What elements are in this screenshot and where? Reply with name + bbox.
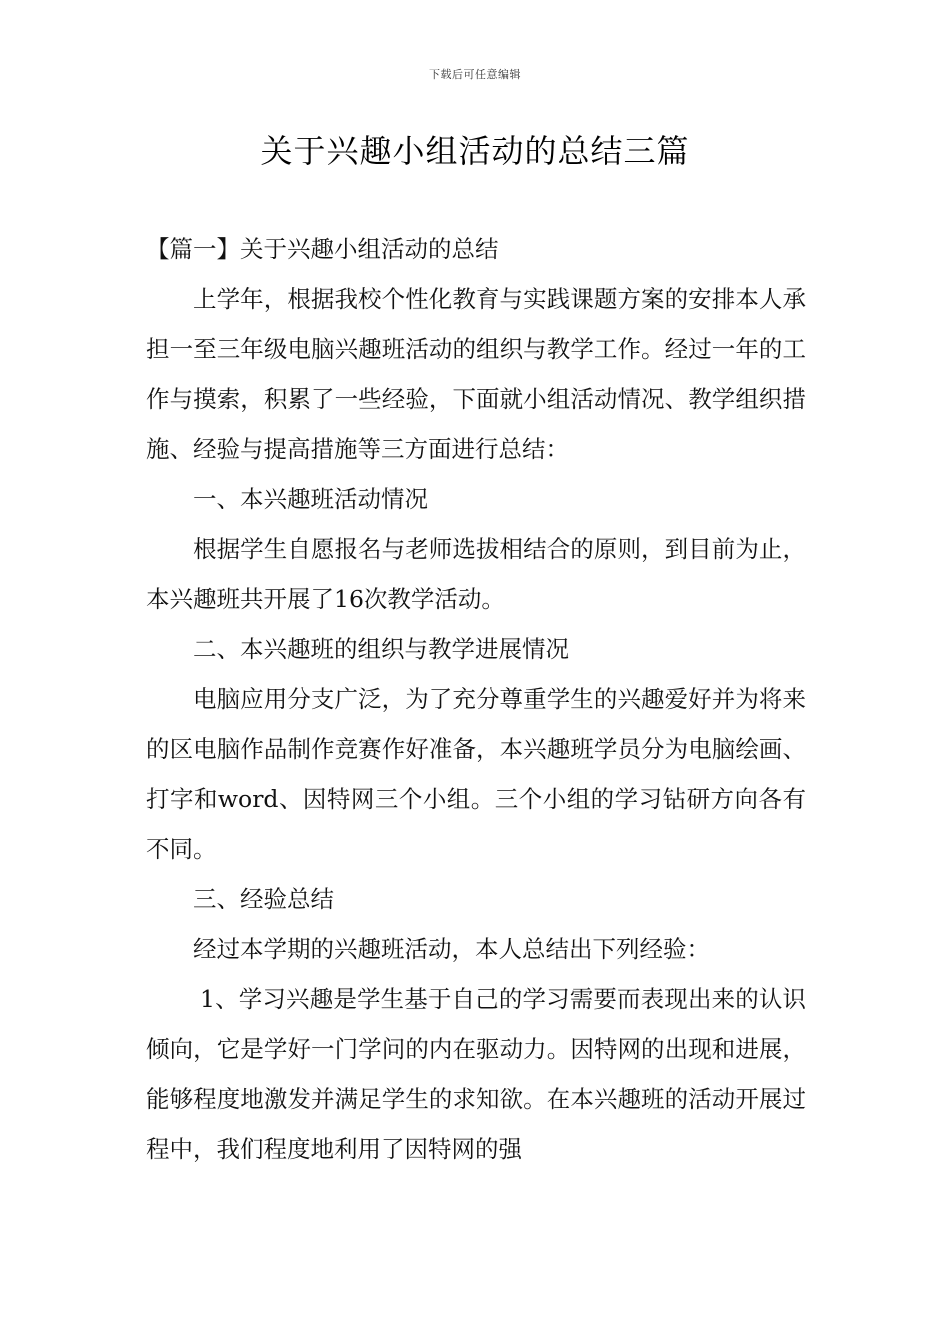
document-title: 关于兴趣小组活动的总结三篇	[260, 132, 690, 170]
document-body	[146, 224, 806, 1174]
subheading-activity-status: 一、本兴趣班活动情况	[193, 485, 428, 513]
section-one-heading: 【篇一】关于兴趣小组活动的总结	[146, 235, 499, 263]
subheading-organization: 二、本兴趣班的组织与教学进展情况	[193, 635, 569, 663]
experience-intro-paragraph: 经过本学期的兴趣班活动，本人总结出下列经验：	[193, 935, 710, 963]
organization-paragraph: 电脑应用分支广泛，为了充分尊重学生的兴趣爱好并为将来的区电脑作品制作竞赛作好准备，本兴趣班学员分为电脑绘画、打字和word、因特网三个小组。三个小组的学习钻研方向各有不同。	[146, 685, 806, 863]
intro-paragraph: 上学年，根据我校个性化教育与实践课题方案的安排本人承担一至三年级电脑兴趣班活动的组织与教学工作。经过一年的工作与摸索，积累了一些经验，下面就小组活动情况、教学组织措施、经验与提高措施等三方面进行总结：	[146, 285, 806, 463]
header-note: 下载后可任意编辑	[429, 68, 521, 81]
experience-item-1: 1、学习兴趣是学生基于自己的学习需要而表现出来的认识倾向，它是学好一门学问的内在驱动力。因特网的出现和进展，能够程度地激发并满足学生的求知欲。在本兴趣班的活动开展过程中，我们程度地利用了因特网的强	[146, 985, 806, 1163]
subheading-experience: 三、经验总结	[193, 885, 334, 913]
activity-status-paragraph: 根据学生自愿报名与老师选拔相结合的原则，到目前为止，本兴趣班共开展了16次教学活动。	[146, 535, 806, 613]
